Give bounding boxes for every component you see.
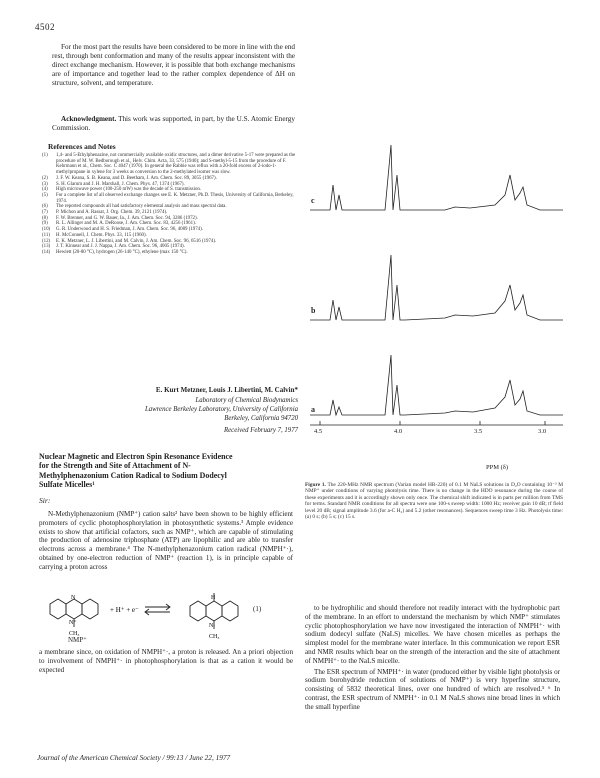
affiliation-line: Lawrence Berkeley Laboratory, University of California [144,406,298,413]
reference-text: G. R. Underwood and H. S. Friedman, J. Am. Chem. Soc. 96, 4089 (1974). [56,227,203,233]
reference-number: (2) [42,175,48,181]
reference-text: Hewlett (20-80 °C), hydrogen (26-140 °C), ethylene (max 150 °C). [56,249,188,255]
reference-number: (4) [42,187,48,193]
reference-number: (13) [42,244,51,250]
reference-number: (3) [42,181,48,187]
reference-number: (10) [42,227,51,233]
affiliation-line: Laboratory of Chemical Biodynamics [195,397,298,404]
reference-text: H. McConnell, J. Chem. Phys. 33, 115 (1960). [56,232,147,238]
caption-text: The 220-MHz NMR spectrum (Varian model HR-220) of 0.1 M NaLS solutions in D₂O containing 10⁻³ M NMP⁺ under conditions of varying photolysis time. There is no change in the HDO resonance during the course of these experiments and it is accordingly shown only once. The chemical shift indicated is in parts per million from TMS for terms. Standard NMR conditions for all spectra were one 100-s sweep width: 1000 Hz; receiver gain 10 dB; rf field level 20 dB; signal amplitude 3.6 (for a-C H₂) and 5.2 (other resonances). Sequences sweep time 3 Hz. Photolysis time: (a) 0 s; (b) 5 s; (c) 15 s. [305,482,564,521]
axis-tick: 3.5 [474,428,483,435]
authors: E. Kurt Metzner, Louis J. Libertini, M. Calvin* [155,386,298,394]
svg-text:N: N [71,595,76,601]
axis-label: PPM (δ) [486,464,509,471]
reference-text: 1,4- and 5-Ethylphenazine, not commercially available oxidic structures, and a dimer derivative 5-17 were prepared as the procedure of M. W. Bedborough et al., Helv. Chim. Acta, 33, 575 (1940); and S-methyl-5-15 from the procedure of F. Kehrmann et al., Chem. Soc. C 4047 (1970). In general the Rabbie was reflux with a 20-fold excess of 2-iodo-1-methylpropane in xylene for 3 weeks as conversion to the 2-methylated isomer was slow. [56,153,296,176]
reference-text: F. W. Brenner, and G. W. Bauer, Ia., J. Am. Chem. Soc. 94, 3286 (1972). [56,215,198,221]
axis-tick: 4.5 [314,428,323,435]
reference-item [42,250,298,256]
reference-number: (7) [42,210,48,216]
reference-text: P. Michon and A. Rassat, J. Org. Chem. 39, 2121 (1974). [56,210,168,216]
panel-label: c [311,196,315,205]
body-paragraph: For the most part the results have been considered to be more in line with the end rest, through bent conformation and many of the results appear inconsistent with the direct exchange mechanism. However, it is possible that both exchange mechanisms are of importance and together lead to the rather complex dependence of ΔH on structure, solvent, and temperature. [52,43,295,87]
svg-text:N⁺: N⁺ [69,620,77,626]
panel-label: a [311,405,315,414]
reference-number: (5) [42,192,48,198]
acknowledgment-text: This work was supported, in part, by the U.S. Atomic Energy Commission. [52,115,295,132]
reference-text: E. K. Metzner, L. J. Libertini, and M. Calvin, J. Am. Chem. Soc. 96, 6516 (1974). [56,238,217,244]
reference-number: (14) [42,249,51,255]
reference-text: The reported compounds all had satisfactory elemental analysis and mass spectral data. [56,204,227,210]
reaction-label: NMP⁺ [68,636,87,644]
reference-text: J. F. W. Keana, S. B. Keana, and D. Beetham, J. Am. Chem. Soc. 89, 3055 (1967). [56,175,217,181]
reference-number: (1) [42,153,48,158]
references-heading: References and Notes [48,142,116,151]
svg-text:+ H⁺ + e⁻: + H⁺ + e⁻ [110,606,139,614]
references-list [42,153,298,256]
reference-number: (8) [42,215,48,221]
reference-item [42,153,298,176]
svg-text:N·: N· [209,623,216,629]
svg-text:H: H [211,595,216,601]
body-paragraph: The ESR spectrum of NMPH⁺· in water (produced either by visible light photolysis or sodium borohydride reduction of solutions of NMP⁺) is very hyperfine structure, consisting of 5832 theoretical lines, over one hundred of which are resolved.⁵ ⁶ In contrast, the ESR spectrum of NMPH⁺· in 0.1 M NaLS shows nine broad lines in which the small hyperfine [305,667,560,711]
reference-number: (12) [42,238,51,244]
reference-number: (11) [42,232,50,238]
page-number: 4502 [35,22,55,32]
reference-number: (6) [42,204,48,210]
received-date: Received February 7, 1977 [224,427,298,434]
reference-text: J. T. Kinnear and J. J. Nappa, J. Am. Chem. Soc. 96, 4005 (1974). [56,244,185,250]
svg-text:CH₃: CH₃ [69,631,80,637]
journal-footer: Journal of the American Chemical Society / 99:13 / June 22, 1977 [37,753,231,762]
svg-text:CH₃: CH₃ [209,634,220,640]
reference-text: R. L. Allinger and M. A. DeRoose, J. Am. Chem. Soc. 83, 4256 (1961). [56,221,196,227]
reference-number: (9) [42,221,48,227]
reference-text: For a complete list of all observed exchange changes see E. K. Metzner, Ph.D. Thesis, University of California, Berkeley, 1974. [56,192,294,204]
article-title: Nuclear Magnetic and Electron Spin Resonance Evidence for the Strength and Site of Attachment of N-Methylphenazonium Cation Radical to Sodium Dodecyl Sulfate Micelles¹ [39,452,233,489]
caption-label: Figure 1. [305,482,326,488]
reference-text: High microwave power (100-250 mW) was the decade of S. transmission. [56,187,202,193]
axis-tick: 4.0 [394,428,403,435]
panel-label: b [311,306,316,315]
body-paragraph: a membrane since, on oxidation of NMPH⁺·, a proton is released. An a priori objection to involvement of NMPH⁺· in photophosphorylation is that as a cation it would be expected [39,648,293,674]
body-paragraph: to be hydrophilic and should therefore not readily interact with the hydrophobic part of the membrane. In an effort to understand the mechanism by which NMP⁺ stimulates cyclic photophosphorylation we have now investigated the interaction of NMPH⁺· with sodium dodecyl sulfate (NaLS) micelles. We have chosen micelles as perhaps the simplest model for the membrane water interface. In this communication we report ESR and NMR results which bear on the strength of the interaction and the site of attachment of NMPH⁺· to the NaLS micelle. [305,604,560,665]
reaction-number: (1) [253,605,262,613]
axis-tick: 3.0 [538,428,547,435]
reference-text: S. H. Glarum and J. H. Marshall, J. Chem. Phys. 47, 1374 (1967). [56,181,185,187]
salutation: Sir: [39,496,51,505]
figure-caption [305,482,563,520]
nmr-figure [305,115,567,465]
reference-item [42,193,298,204]
acknowledgment-label: Acknowledgment. [61,115,117,123]
acknowledgment [52,115,295,133]
intro-paragraph: N-Methylphenazonium (NMP⁺) cation salts² have been shown to be highly efficient promoters of cyclic photophosphorylation in photosynthetic systems.³ Ample evidence exists to show that artificial cofactors, such as NMP⁺, which are capable of stimulating the production of adenosine triphosphate (ATP) are lipophilic and are able to transfer electrons across a membrane.⁴ The N-methylphenazonium cation radical (NMPH⁺·), obtained by one-electron reduction of NMP⁺ (reaction 1), is in principle capable of carrying a proton across [39,510,293,571]
affiliation-line: Berkeley, California 94720 [224,415,298,422]
right-column [305,604,560,714]
